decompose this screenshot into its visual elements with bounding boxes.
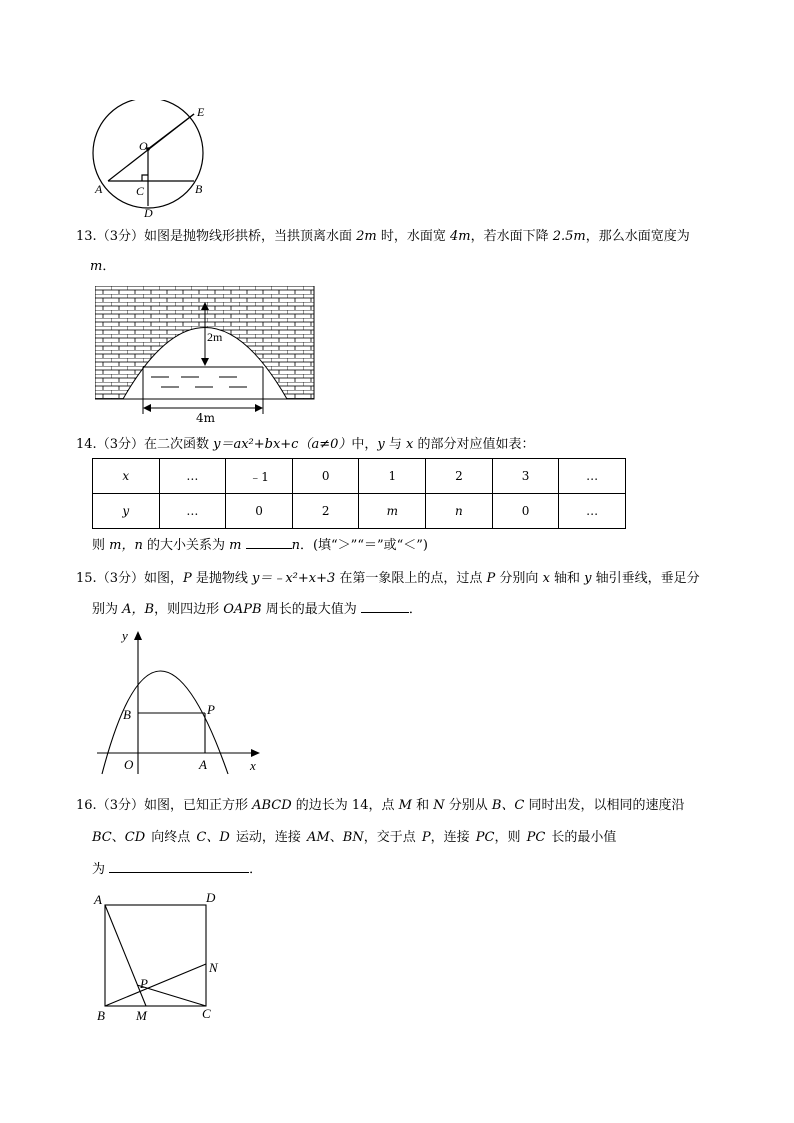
q13-line1: [76, 228, 690, 246]
fig16-label-N: N: [209, 960, 218, 975]
q16-text: 向终点: [145, 830, 197, 845]
q16-line2: [92, 829, 616, 847]
q15-text: 分别向: [495, 571, 543, 586]
q13-text: ，若水面下降: [470, 229, 553, 244]
q16-var: BN: [342, 830, 364, 845]
q15-line1: [76, 570, 700, 588]
q16-text: 的边长为 14，点: [291, 798, 399, 813]
q16-text: ，则: [494, 830, 527, 845]
q16-var: P: [421, 830, 431, 845]
table-row: [93, 459, 626, 494]
q13-number: 13.: [76, 229, 97, 244]
fig15-label-B: B: [123, 707, 131, 722]
q13-value: 2m: [356, 229, 377, 244]
q14-var: x: [406, 437, 414, 452]
q14-text: 与: [384, 437, 407, 452]
q13-text: 如图是抛物线形拱桥，当拱顶离水面: [143, 229, 357, 244]
q16-text: 为: [92, 862, 110, 877]
fig12-label-D: D: [144, 206, 153, 220]
fig16-label-B: B: [97, 1008, 105, 1023]
q14-score: （3分）: [96, 437, 144, 452]
q15-function: y＝﹣x²+x+3: [252, 571, 336, 586]
table-cell: x: [93, 459, 160, 494]
q16-text: 长的最小值: [545, 830, 617, 845]
fig12-label-A: A: [95, 182, 103, 196]
q15-text: 周长的最大值为: [261, 602, 357, 617]
table-cell: 1: [359, 459, 426, 494]
q14-text: 则: [92, 538, 110, 553]
q14-function: y＝ax²+bx+c（a≠0）: [213, 437, 352, 452]
fig15-label-O: O: [124, 757, 134, 772]
q16-text: 、: [329, 830, 343, 845]
arch-height-label: 2m: [207, 330, 223, 344]
fig12-label-C: C: [136, 184, 145, 198]
q13-end: ．: [102, 259, 116, 274]
q15-text: 轴引垂线，垂足分: [591, 571, 700, 586]
q14-text: ．(填“＞”“＝”或“＜”): [299, 538, 428, 553]
q16-var: C、D: [196, 830, 230, 845]
table-cell: ﹣1: [226, 459, 293, 494]
q14-number: 14.: [76, 437, 97, 452]
q16-text: ，连接: [430, 830, 476, 845]
q14-value-table: [92, 458, 626, 529]
q16-text: 运动，连接: [229, 830, 308, 845]
table-cell: 0: [292, 459, 359, 494]
fig15-label-P: P: [207, 702, 215, 717]
q14-var: n: [291, 538, 300, 553]
q16-text: 同时出发，以相同的速度沿: [524, 798, 685, 813]
q16-var: M: [398, 798, 412, 813]
square-figure: [90, 888, 230, 1026]
q15-var: A，B: [122, 602, 155, 617]
table-cell: m: [359, 494, 426, 529]
q13-value: 4m: [449, 229, 471, 244]
parabola-figure: [92, 628, 272, 776]
q13-text: ，那么水面宽度为: [585, 229, 690, 244]
table-cell: 2: [426, 459, 493, 494]
fig15-label-y: y: [122, 628, 128, 643]
q13-text: 时，水面宽: [376, 229, 450, 244]
q16-text: 如图，已知正方形: [143, 798, 253, 813]
table-cell: 2: [292, 494, 359, 529]
q16-var: BC: [92, 830, 112, 845]
table-cell: 3: [492, 459, 559, 494]
q14-text: 中，: [351, 437, 378, 452]
table-cell: 0: [226, 494, 293, 529]
q15-line2: [92, 600, 422, 619]
table-cell: …: [159, 459, 226, 494]
q15-var: x: [542, 571, 550, 586]
q16-var: PC: [475, 830, 495, 845]
q15-end: ．: [408, 602, 422, 617]
table-row: [93, 494, 626, 529]
q16-text: 和: [411, 798, 434, 813]
q16-end: ．: [249, 862, 263, 877]
q16-text: ，交于点: [363, 830, 422, 845]
q13-score: （3分）: [96, 229, 144, 244]
q15-var: P: [486, 571, 496, 586]
circle-figure: [88, 100, 218, 220]
q15-number: 15.: [76, 571, 97, 586]
q16-line3: [92, 860, 262, 879]
q16-var: N: [433, 798, 445, 813]
q14-text: 的部分对应值如表：: [413, 437, 535, 452]
fig16-label-D: D: [206, 890, 216, 905]
fig16-label-M: M: [136, 1008, 147, 1023]
table-cell: …: [559, 494, 626, 529]
q15-var: OAPB: [223, 602, 262, 617]
q16-number: 16.: [76, 798, 97, 813]
q14-line1: [76, 436, 535, 454]
q14-text: 的大小关系为: [142, 538, 230, 553]
table-cell: …: [559, 459, 626, 494]
fig15-label-x: x: [250, 758, 256, 773]
q16-var: AM: [307, 830, 330, 845]
q14-var: m: [229, 538, 242, 553]
fig16-label-P: P: [140, 976, 148, 991]
q16-var: PC: [526, 830, 546, 845]
q15-text: ，则四边形: [154, 602, 224, 617]
table-cell: y: [93, 494, 160, 529]
q16-var: CD: [124, 830, 146, 845]
arch-width-label: 4m: [196, 411, 216, 425]
q14-var: y: [377, 437, 385, 452]
table-cell: 0: [492, 494, 559, 529]
table-cell: n: [426, 494, 493, 529]
q16-line1: [76, 797, 685, 815]
q14-answer-line: [92, 536, 428, 555]
q13-value: 2.5m: [552, 229, 586, 244]
q16-text: 、: [111, 830, 125, 845]
q15-text: 在第一象限上的点，过点: [335, 571, 487, 586]
q16-text: 分别从: [444, 798, 492, 813]
fig16-label-C: C: [202, 1006, 211, 1021]
q16-var: B、C: [491, 798, 525, 813]
q16-var: ABCD: [252, 798, 292, 813]
q13-unit: m: [90, 259, 103, 274]
fig12-label-B: B: [195, 182, 203, 196]
q15-text: 别为: [92, 602, 123, 617]
q15-text: 如图，: [143, 571, 183, 586]
q15-score: （3分）: [96, 571, 144, 586]
fig16-label-A: A: [94, 892, 102, 907]
q14-text: 在二次函数: [143, 437, 214, 452]
q15-text: 轴和: [549, 571, 585, 586]
q15-var: y: [584, 571, 592, 586]
fig15-label-A: A: [199, 757, 207, 772]
q13-line2: [90, 258, 115, 276]
fig12-label-O: O: [139, 139, 148, 153]
q14-answer-blank[interactable]: [246, 536, 292, 549]
q14-var: m，n: [109, 538, 143, 553]
q16-answer-blank[interactable]: [109, 860, 249, 873]
q15-answer-blank[interactable]: [361, 600, 409, 613]
q15-var: P: [182, 571, 192, 586]
q16-score: （3分）: [96, 798, 144, 813]
q15-text: 是抛物线: [191, 571, 252, 586]
arch-bridge-figure: [95, 286, 315, 414]
fig12-label-E: E: [197, 105, 205, 119]
table-cell: …: [159, 494, 226, 529]
